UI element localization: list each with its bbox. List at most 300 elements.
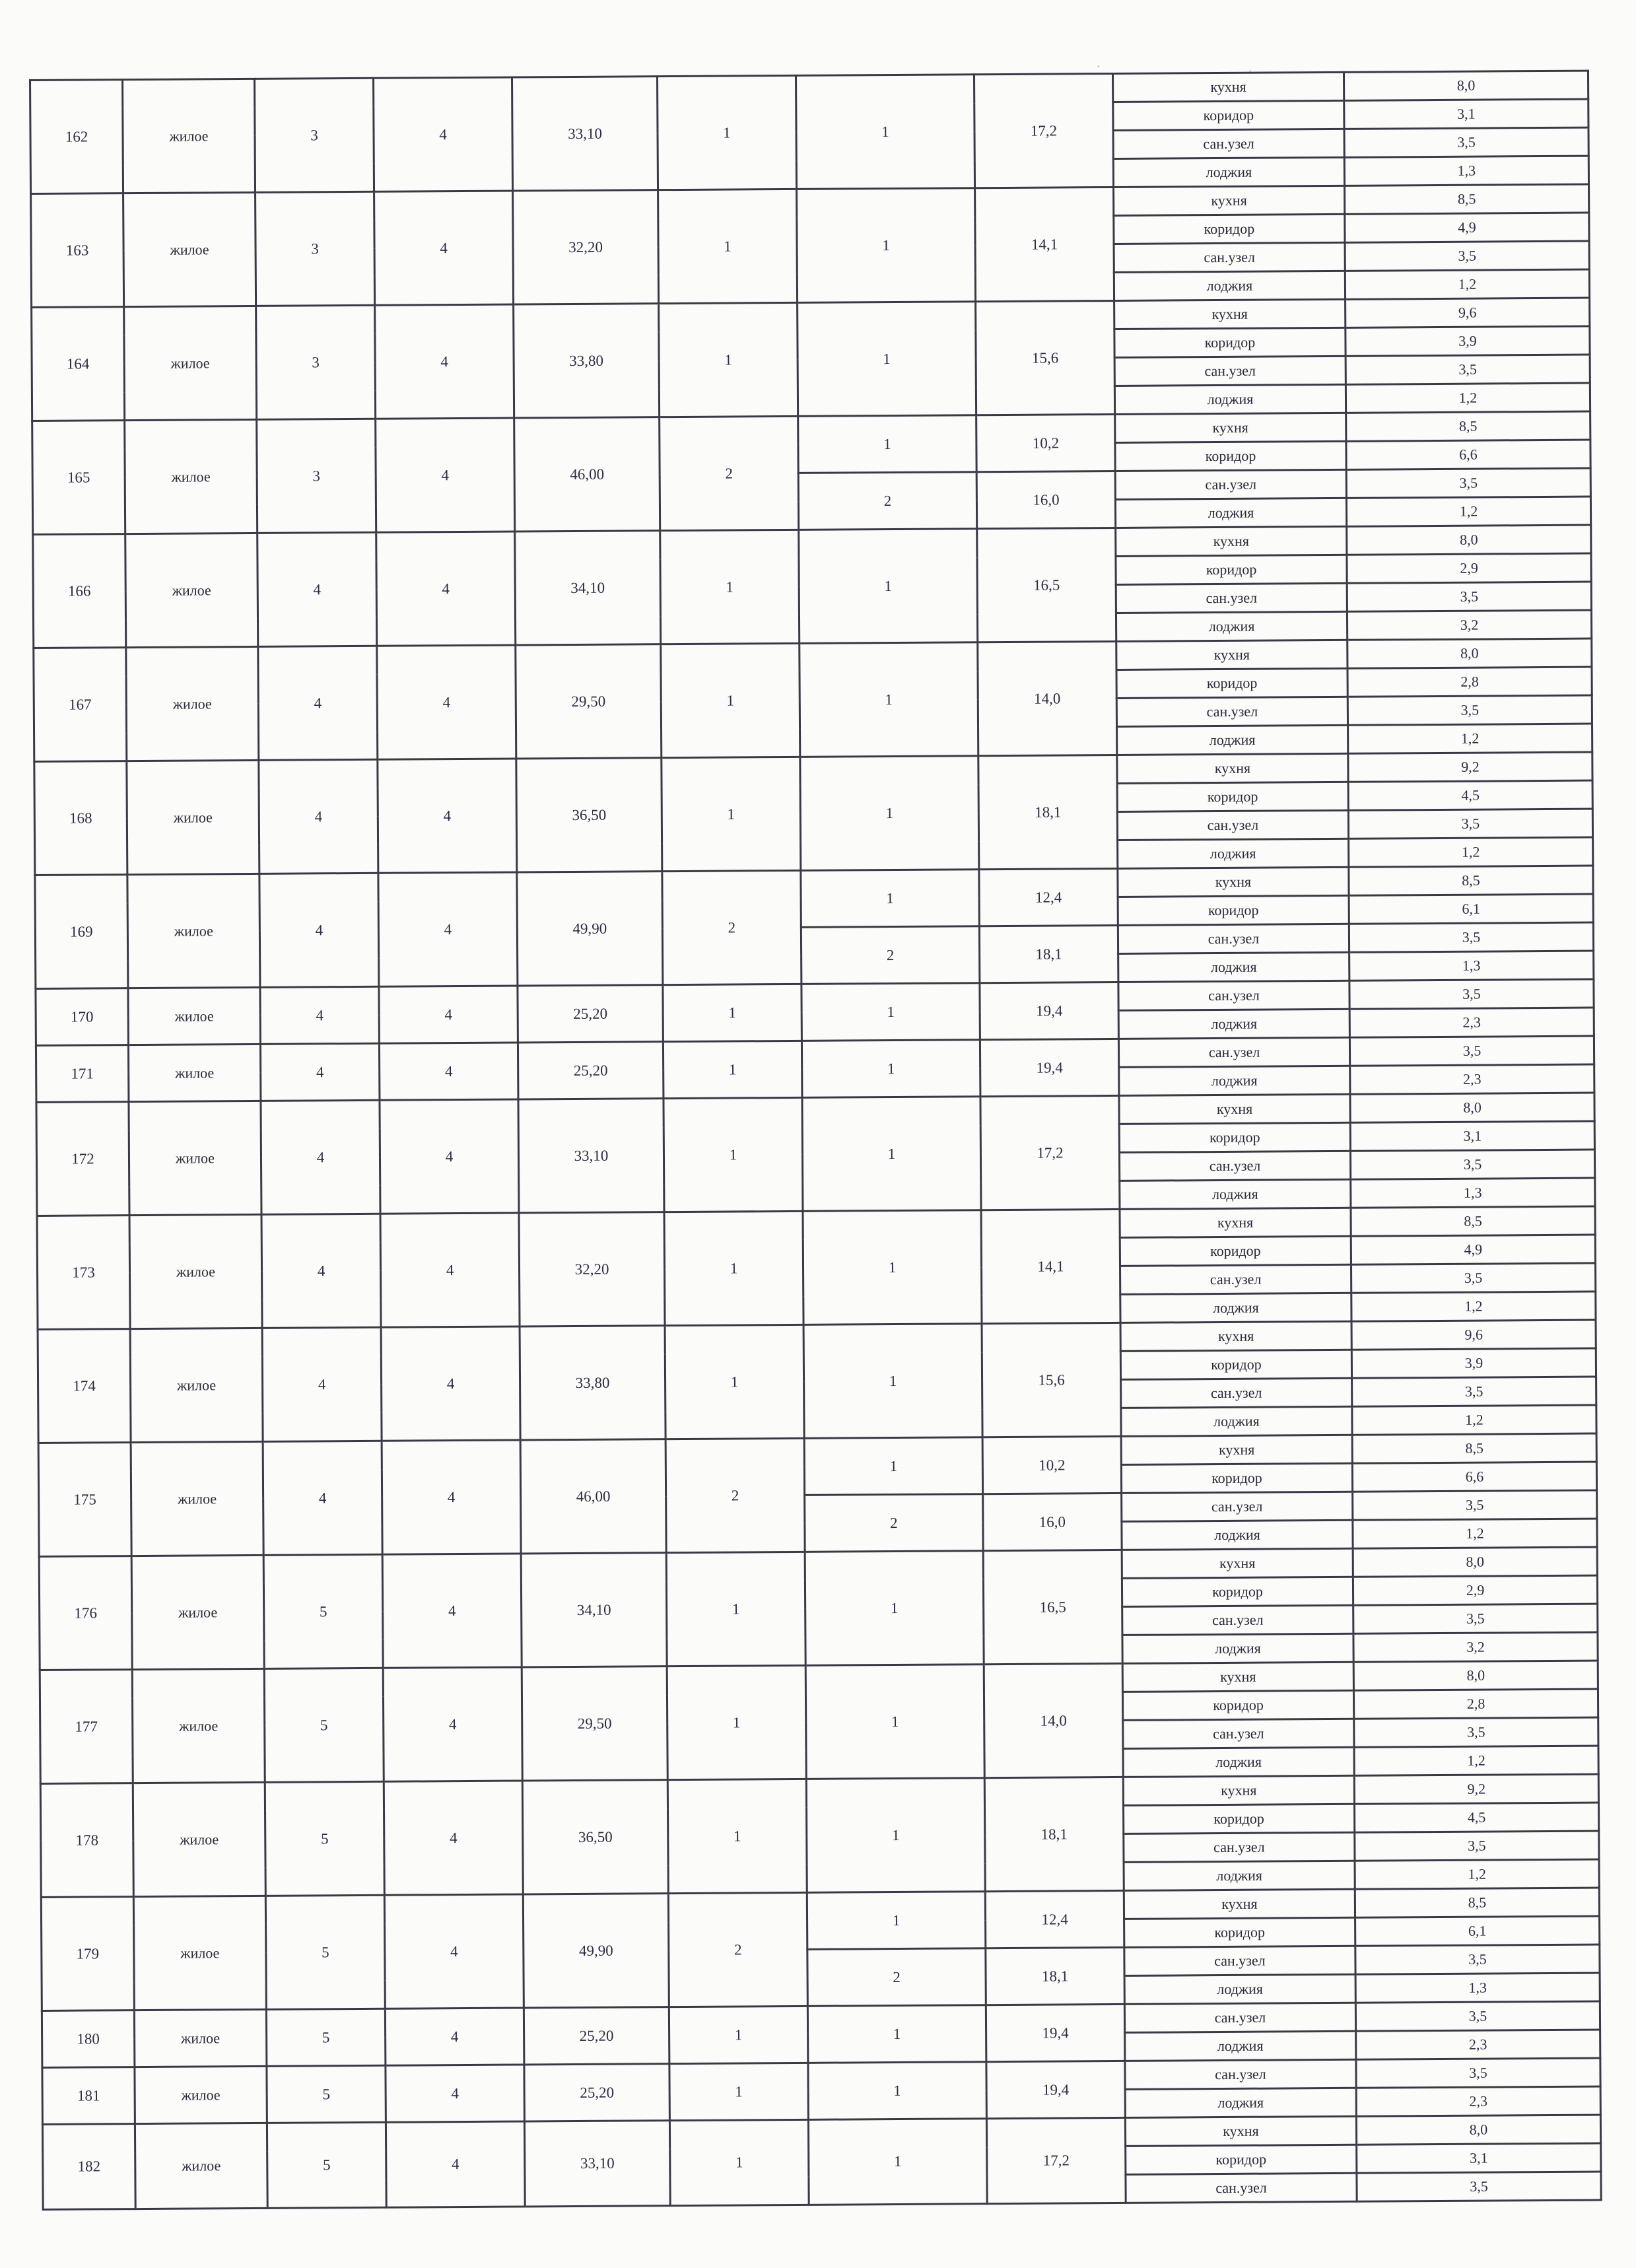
aux-room-area: 8,5 <box>1349 866 1593 895</box>
aux-room-area: 1,2 <box>1352 1405 1596 1435</box>
aux-room-area: 3,5 <box>1354 1717 1598 1747</box>
floor: 4 <box>259 873 379 987</box>
aux-room-name: коридор <box>1122 1690 1353 1720</box>
aux-room-name: сан.узел <box>1118 924 1349 953</box>
total-area: 33,80 <box>520 1326 665 1440</box>
total-area: 29,50 <box>522 1667 667 1781</box>
room-area: 14,1 <box>981 1209 1120 1323</box>
aux-room-area: 3,5 <box>1350 1150 1594 1179</box>
aux-room-area: 8,5 <box>1352 1433 1596 1463</box>
aux-room-area: 1,3 <box>1355 1973 1600 2003</box>
room-area: 10,2 <box>976 414 1116 471</box>
total-area: 25,20 <box>524 2064 670 2121</box>
room-count: 2 <box>668 1892 807 2007</box>
aux-room-area: 3,5 <box>1346 355 1590 384</box>
aux-room-area: 3,1 <box>1357 2143 1601 2173</box>
apartment-type: жилое <box>123 79 256 193</box>
aux-room-area: 4,9 <box>1345 213 1589 242</box>
aux-room-name: сан.узел <box>1126 2173 1357 2203</box>
height: 4 <box>382 1440 521 1554</box>
aux-room-area: 2,3 <box>1349 1008 1594 1037</box>
aux-room-area: 3,5 <box>1355 2001 1600 2031</box>
aux-room-area: 9,2 <box>1354 1774 1598 1804</box>
apartment-type: жилое <box>133 1782 265 1896</box>
aux-room-area: 1,2 <box>1346 497 1590 526</box>
aux-room-area: 3,5 <box>1346 468 1590 498</box>
aux-room-area: 9,6 <box>1351 1320 1596 1350</box>
aux-room-area: 8,0 <box>1350 1093 1594 1122</box>
aux-room-name: коридор <box>1114 214 1345 244</box>
height: 4 <box>386 2121 525 2207</box>
floor: 3 <box>256 191 375 306</box>
height: 4 <box>384 1894 524 2009</box>
aux-room-area: 2,3 <box>1356 2086 1600 2116</box>
apartment-number: 168 <box>34 761 127 876</box>
aux-room-area: 4,5 <box>1348 780 1592 810</box>
room-count: 1 <box>658 189 798 303</box>
floor: 5 <box>263 1554 383 1668</box>
total-area: 33,10 <box>512 77 658 191</box>
room-number: 1 <box>806 1778 985 1893</box>
aux-room-name: лоджия <box>1124 1974 1355 2004</box>
aux-room-name: кухня <box>1112 72 1344 102</box>
aux-room-name: сан.узел <box>1124 2003 1355 2032</box>
aux-room-area: 3,5 <box>1347 582 1591 611</box>
aux-room-name: сан.узел <box>1114 356 1346 386</box>
aux-room-area: 2,3 <box>1356 2030 1600 2059</box>
aux-room-name: коридор <box>1120 1236 1351 1266</box>
room-area: 15,6 <box>982 1323 1121 1437</box>
aux-room-name: кухня <box>1124 1889 1355 1919</box>
height: 4 <box>379 986 518 1043</box>
floor: 4 <box>260 1043 380 1101</box>
aux-room-name: сан.узел <box>1120 1264 1351 1294</box>
room-area: 16,0 <box>983 1493 1122 1550</box>
room-number: 2 <box>801 926 980 984</box>
room-number: 1 <box>797 188 976 303</box>
room-count: 1 <box>657 75 796 189</box>
height: 4 <box>379 1043 518 1100</box>
height: 4 <box>374 191 514 305</box>
room-count: 2 <box>662 870 801 984</box>
apartment-type: жилое <box>129 1214 262 1328</box>
total-area: 46,00 <box>514 417 660 532</box>
room-number: 2 <box>805 1494 984 1552</box>
floor: 5 <box>266 2009 386 2066</box>
aux-room-name: коридор <box>1117 782 1348 811</box>
apartment-number: 175 <box>38 1443 131 1557</box>
apartment-number: 178 <box>40 1783 133 1898</box>
floor: 5 <box>264 1668 384 1782</box>
aux-room-name: лоджия <box>1118 839 1349 868</box>
aux-room-area: 3,2 <box>1347 610 1591 640</box>
aux-room-name: коридор <box>1119 1122 1350 1152</box>
room-area: 17,2 <box>974 73 1113 188</box>
aux-room-area: 1,2 <box>1346 383 1590 413</box>
room-number: 1 <box>808 2062 987 2120</box>
aux-room-area: 1,2 <box>1351 1291 1596 1321</box>
room-number: 1 <box>801 870 980 928</box>
total-area: 25,20 <box>518 1042 664 1099</box>
aux-room-area: 8,0 <box>1353 1547 1597 1577</box>
total-area: 33,10 <box>518 1099 664 1213</box>
aux-room-name: сан.узел <box>1123 1719 1354 1748</box>
aux-room-area: 8,0 <box>1344 71 1588 100</box>
total-area: 34,10 <box>515 531 661 645</box>
aux-room-name: лоджия <box>1123 1747 1354 1777</box>
room-number: 1 <box>800 642 978 757</box>
aux-room-name: лоджия <box>1120 1293 1351 1323</box>
aux-room-name: сан.узел <box>1114 242 1345 272</box>
aux-room-name: сан.узел <box>1124 1946 1355 1976</box>
aux-room-area: 6,1 <box>1349 894 1593 924</box>
height: 4 <box>381 1326 520 1441</box>
room-count: 1 <box>662 757 801 871</box>
room-number: 1 <box>796 75 974 189</box>
room-area: 12,4 <box>979 868 1118 926</box>
aux-room-name: кухня <box>1114 186 1345 215</box>
aux-room-area: 6,6 <box>1352 1462 1596 1492</box>
room-count: 1 <box>665 1324 804 1439</box>
aux-room-area: 3,5 <box>1349 979 1594 1009</box>
room-area: 19,4 <box>980 1039 1119 1096</box>
aux-room-name: сан.узел <box>1122 1605 1353 1635</box>
room-number: 1 <box>798 302 976 417</box>
total-area: 49,90 <box>517 872 663 986</box>
apartment-type: жилое <box>127 760 259 874</box>
room-number: 1 <box>801 1040 980 1098</box>
aux-room-area: 3,5 <box>1352 1377 1596 1406</box>
total-area: 36,50 <box>522 1780 668 1894</box>
room-number: 1 <box>804 1437 983 1495</box>
aux-room-area: 3,5 <box>1347 695 1592 725</box>
apartment-number: 163 <box>31 193 124 308</box>
apartment-number: 182 <box>42 2124 135 2210</box>
floor: 3 <box>257 419 376 533</box>
floor: 5 <box>267 2065 386 2123</box>
room-area: 17,2 <box>986 2117 1126 2203</box>
aux-room-name: коридор <box>1124 1804 1355 1834</box>
aux-room-name: кухня <box>1123 1775 1354 1805</box>
aux-room-area: 2,9 <box>1347 553 1591 583</box>
room-area: 14,1 <box>975 187 1114 301</box>
aux-room-area: 3,5 <box>1353 1604 1598 1633</box>
room-number: 1 <box>801 983 980 1041</box>
room-count: 1 <box>661 643 800 757</box>
aux-room-name: кухня <box>1114 299 1346 329</box>
scan-speck: · <box>1248 63 1253 79</box>
apartment-type: жилое <box>125 533 258 647</box>
total-area: 32,20 <box>519 1212 665 1326</box>
height: 4 <box>386 2065 525 2122</box>
room-area: 10,2 <box>982 1436 1122 1494</box>
aux-room-name: кухня <box>1121 1435 1352 1464</box>
aux-room-name: коридор <box>1124 1917 1355 1947</box>
apartment-number: 167 <box>34 648 127 762</box>
total-area: 29,50 <box>516 644 662 759</box>
aux-room-area: 3,5 <box>1353 1490 1597 1520</box>
apartment-type: жилое <box>129 1101 261 1215</box>
room-count: 1 <box>667 1665 806 1779</box>
aux-room-area: 1,2 <box>1354 1746 1598 1775</box>
aux-room-area: 1,2 <box>1353 1519 1597 1548</box>
floor: 5 <box>265 1781 384 1896</box>
total-area: 33,80 <box>514 304 660 418</box>
aux-room-name: кухня <box>1125 2116 1356 2146</box>
aux-room-name: сан.узел <box>1124 1832 1355 1862</box>
aux-room-area: 8,0 <box>1353 1661 1598 1690</box>
aux-room-name: сан.узел <box>1113 129 1344 158</box>
aux-room-area: 2,9 <box>1353 1575 1597 1605</box>
room-count: 1 <box>660 530 800 644</box>
aux-room-area: 2,3 <box>1350 1064 1594 1094</box>
aux-room-name: лоджия <box>1120 1179 1351 1209</box>
room-number: 1 <box>800 756 979 871</box>
aux-room-area: 8,0 <box>1347 525 1591 555</box>
room-count: 2 <box>665 1438 805 1552</box>
aux-room-name: коридор <box>1120 1350 1351 1379</box>
aux-room-area: 3,5 <box>1355 1944 1600 1974</box>
aux-room-name: кухня <box>1120 1208 1351 1237</box>
room-number: 1 <box>799 529 978 644</box>
floor: 4 <box>263 1441 382 1555</box>
apartment-type: жилое <box>132 1668 265 1783</box>
room-area: 16,5 <box>983 1550 1122 1664</box>
aux-room-area: 3,5 <box>1348 809 1592 839</box>
apartment-number: 162 <box>30 80 123 194</box>
apartment-type: жилое <box>125 419 257 533</box>
room-number: 2 <box>798 472 977 530</box>
room-count: 1 <box>664 1097 803 1212</box>
aux-room-area: 8,5 <box>1351 1206 1595 1236</box>
room-number: 1 <box>807 2005 986 2063</box>
aux-room-area: 8,5 <box>1346 411 1590 441</box>
room-area: 14,0 <box>984 1663 1123 1777</box>
aux-room-name: лоджия <box>1115 498 1346 528</box>
apartment-number: 169 <box>35 875 128 989</box>
aux-room-name: кухня <box>1119 1094 1350 1124</box>
aux-room-area: 3,9 <box>1346 326 1590 356</box>
aux-room-name: кухня <box>1122 1662 1353 1692</box>
aux-room-name: кухня <box>1116 526 1347 556</box>
room-count: 1 <box>669 2119 809 2205</box>
aux-room-name: коридор <box>1126 2145 1357 2174</box>
room-number: 1 <box>805 1665 984 1779</box>
room-number: 1 <box>802 1097 981 1212</box>
apartment-type: жилое <box>126 646 259 761</box>
aux-room-name: кухня <box>1118 867 1349 897</box>
apartment-number: 171 <box>36 1045 129 1103</box>
room-number: 1 <box>803 1210 982 1325</box>
aux-room-area: 2,8 <box>1347 667 1592 697</box>
aux-room-name: лоджия <box>1119 1066 1350 1095</box>
aux-room-area: 3,5 <box>1357 2172 1601 2201</box>
aux-room-area: 1,2 <box>1345 269 1589 299</box>
room-number: 1 <box>798 415 977 473</box>
apartment-table <box>29 70 1602 2211</box>
aux-room-area: 8,0 <box>1356 2115 1600 2145</box>
aux-room-name: лоджия <box>1122 1520 1353 1550</box>
aux-room-area: 1,3 <box>1351 1178 1595 1208</box>
aux-room-area: 9,6 <box>1346 298 1590 327</box>
apartment-number: 170 <box>36 988 129 1046</box>
aux-room-area: 3,5 <box>1355 1831 1599 1861</box>
aux-room-name: лоджия <box>1117 725 1348 755</box>
apartment-number: 177 <box>40 1670 133 1784</box>
room-count: 2 <box>660 416 799 530</box>
height: 4 <box>380 1213 520 1327</box>
apartment-number: 172 <box>36 1102 129 1216</box>
aux-room-name: сан.узел <box>1116 583 1347 613</box>
aux-room-name: лоджия <box>1116 611 1347 641</box>
apartment-type: жилое <box>127 874 260 988</box>
aux-room-name: сан.узел <box>1115 469 1346 499</box>
aux-room-name: коридор <box>1116 555 1347 584</box>
floor: 4 <box>258 646 378 760</box>
apartment-type: жилое <box>128 1044 261 1101</box>
aux-room-name: коридор <box>1121 1463 1352 1493</box>
height: 4 <box>377 645 516 759</box>
height: 4 <box>378 872 518 986</box>
aux-room-area: 3,9 <box>1351 1348 1596 1378</box>
aux-room-name: лоджия <box>1125 2031 1356 2061</box>
room-count: 1 <box>666 1552 805 1666</box>
height: 4 <box>378 759 517 873</box>
aux-room-name: лоджия <box>1118 952 1349 982</box>
aux-room-name: лоджия <box>1113 157 1344 187</box>
room-area: 17,2 <box>980 1095 1120 1210</box>
room-count: 1 <box>663 984 802 1041</box>
total-area: 33,10 <box>524 2121 670 2207</box>
total-area: 34,10 <box>521 1553 667 1667</box>
room-area: 14,0 <box>978 641 1117 755</box>
aux-room-name: сан.узел <box>1116 697 1347 726</box>
height: 4 <box>376 418 515 532</box>
aux-room-area: 3,1 <box>1350 1121 1594 1151</box>
floor: 4 <box>260 986 380 1044</box>
aux-room-name: лоджия <box>1124 1861 1355 1890</box>
apartment-number: 179 <box>41 1897 134 2011</box>
aux-room-name: лоджия <box>1114 271 1345 300</box>
apartment-number: 180 <box>42 2010 135 2068</box>
room-count: 1 <box>669 2063 809 2120</box>
room-number: 2 <box>807 1948 986 2007</box>
aux-room-area: 3,5 <box>1349 1036 1594 1066</box>
aux-room-area: 2,8 <box>1353 1689 1598 1719</box>
aux-room-name: сан.узел <box>1118 980 1349 1010</box>
aux-room-name: кухня <box>1115 413 1346 442</box>
aux-room-name: кухня <box>1120 1321 1351 1351</box>
apartment-type: жилое <box>124 306 257 420</box>
room-count: 1 <box>663 1041 802 1098</box>
room-number: 1 <box>808 2119 987 2205</box>
aux-room-name: сан.узел <box>1118 1037 1349 1067</box>
apartment-type: жилое <box>131 1555 264 1669</box>
floor: 4 <box>259 759 378 874</box>
aux-room-area: 4,9 <box>1351 1235 1595 1264</box>
aux-room-area: 1,2 <box>1355 1859 1599 1889</box>
aux-room-name: коридор <box>1116 668 1347 698</box>
aux-room-name: сан.узел <box>1122 1492 1353 1521</box>
apartment-number: 166 <box>33 534 126 648</box>
height: 4 <box>380 1099 519 1214</box>
room-count: 1 <box>667 1779 807 1893</box>
aux-room-name: кухня <box>1122 1548 1353 1578</box>
aux-room-name: сан.узел <box>1117 810 1348 840</box>
apartment-number: 165 <box>32 421 125 535</box>
height: 4 <box>383 1667 522 1781</box>
room-number: 1 <box>803 1324 982 1439</box>
floor: 4 <box>261 1100 380 1214</box>
aux-room-area: 3,1 <box>1344 99 1588 129</box>
apartment-number: 181 <box>42 2067 135 2125</box>
total-area: 32,20 <box>513 190 659 304</box>
floor: 3 <box>256 305 376 419</box>
aux-room-name: коридор <box>1122 1577 1353 1606</box>
room-number: 1 <box>807 1892 986 1950</box>
room-count: 1 <box>669 2006 808 2063</box>
apartment-type: жилое <box>134 2009 267 2067</box>
aux-room-name: лоджия <box>1122 1633 1353 1663</box>
height: 4 <box>384 1781 523 1895</box>
aux-room-area: 8,0 <box>1347 638 1592 668</box>
aux-room-name: лоджия <box>1121 1406 1352 1436</box>
apartment-type: жилое <box>130 1328 263 1442</box>
room-area: 18,1 <box>986 1947 1125 2005</box>
height: 4 <box>385 2008 524 2065</box>
apartment-type: жилое <box>123 192 256 306</box>
room-number: 1 <box>805 1551 984 1666</box>
floor: 4 <box>261 1214 381 1328</box>
aux-room-name: сан.узел <box>1125 2059 1356 2089</box>
aux-room-area: 6,1 <box>1355 1916 1600 1946</box>
aux-room-name: кухня <box>1117 753 1348 783</box>
aux-room-area: 3,5 <box>1356 2058 1600 2088</box>
aux-room-name: сан.узел <box>1119 1151 1350 1181</box>
aux-room-name: кухня <box>1116 640 1347 670</box>
apartment-number: 164 <box>32 307 125 421</box>
room-area: 16,0 <box>976 471 1116 528</box>
aux-room-area: 1,3 <box>1349 951 1594 980</box>
aux-room-area: 1,2 <box>1349 837 1593 867</box>
aux-room-area: 9,2 <box>1348 752 1592 782</box>
room-area: 18,1 <box>978 755 1118 869</box>
total-area: 36,50 <box>516 758 662 872</box>
aux-room-area: 3,5 <box>1345 241 1589 271</box>
room-area: 15,6 <box>976 300 1115 415</box>
aux-room-name: коридор <box>1113 100 1344 130</box>
floor: 5 <box>267 2122 386 2208</box>
apartment-type: жилое <box>133 1896 266 2010</box>
aux-room-area: 6,6 <box>1346 440 1590 469</box>
total-area: 46,00 <box>520 1439 666 1554</box>
aux-room-area: 4,5 <box>1354 1803 1598 1832</box>
floor: 4 <box>262 1327 382 1441</box>
total-area: 25,20 <box>524 2007 669 2065</box>
aux-room-name: коридор <box>1115 441 1346 471</box>
aux-room-area: 3,2 <box>1353 1632 1598 1662</box>
aux-room-area: 8,5 <box>1355 1888 1599 1917</box>
room-area: 19,4 <box>986 2061 1126 2118</box>
aux-room-area: 3,5 <box>1351 1263 1596 1293</box>
apartment-type: жилое <box>135 2066 267 2123</box>
room-area: 12,4 <box>985 1890 1124 1948</box>
aux-room-area: 3,5 <box>1349 922 1593 952</box>
room-count: 1 <box>664 1211 803 1325</box>
scan-speck: · <box>1096 58 1101 75</box>
aux-room-area: 3,5 <box>1344 127 1588 157</box>
aux-room-area: 1,2 <box>1348 724 1592 753</box>
